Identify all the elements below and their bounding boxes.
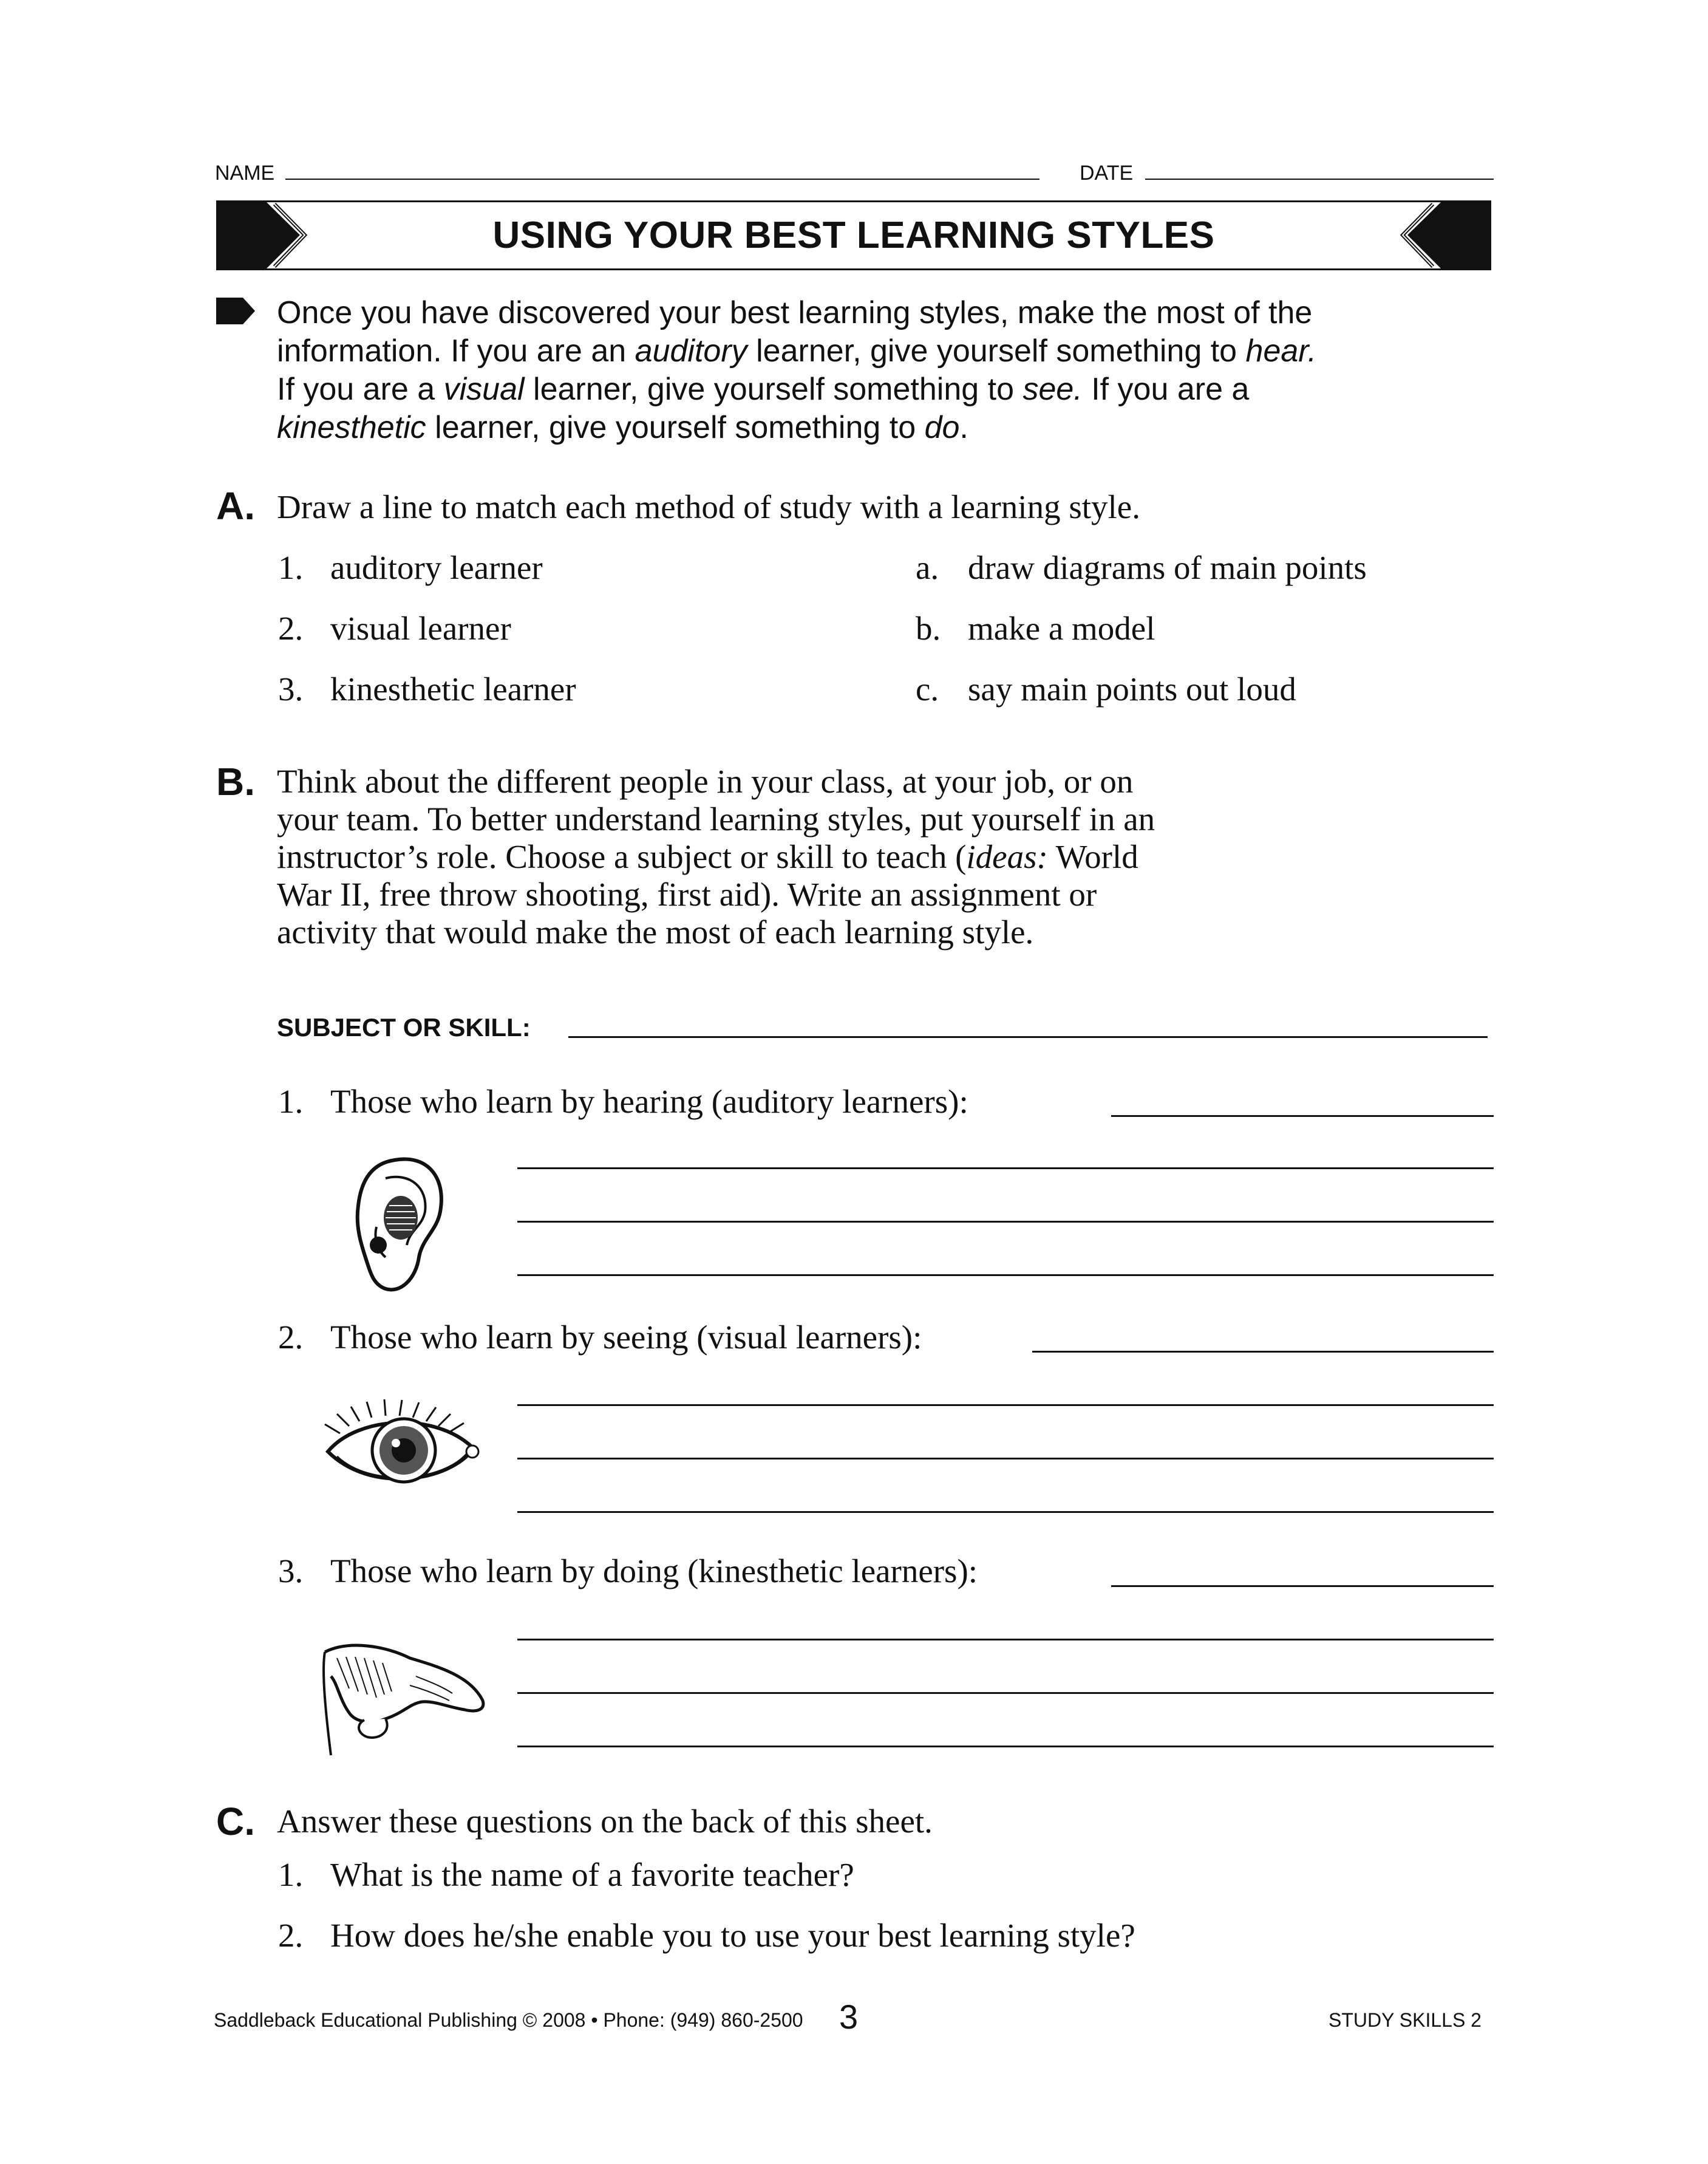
series-label: STUDY SKILLS 2 [1329, 2009, 1482, 2031]
answer-line[interactable] [1111, 1115, 1494, 1117]
intro-text: learner, give yourself something to [747, 333, 1246, 369]
intro-text: If you are a [1082, 372, 1250, 407]
page-title: USING YOUR BEST LEARNING STYLES [492, 214, 1215, 256]
answer-line[interactable] [517, 1639, 1494, 1640]
ear-icon [349, 1154, 458, 1300]
intro-text: learner, give yourself something to [426, 410, 925, 445]
prompt-num-2: 2. [278, 1319, 304, 1356]
intro-text: information. If you are an [277, 333, 635, 369]
answer-line[interactable] [517, 1274, 1494, 1276]
intro-line-3 [277, 370, 1431, 409]
title-banner [216, 200, 1491, 270]
arrow-bullet-icon [216, 298, 255, 324]
intro-emphasis: kinesthetic [277, 410, 426, 445]
intro-line-2 [277, 332, 1431, 370]
match-left-2[interactable]: visual learner [330, 610, 511, 647]
question-1: What is the name of a favorite teacher? [330, 1856, 854, 1893]
answer-line[interactable] [517, 1221, 1494, 1223]
prompt-visual: Those who learn by seeing (visual learners): [330, 1319, 922, 1356]
section-a-letter: A. [216, 484, 255, 528]
match-left-num-1: 1. [278, 549, 304, 586]
answer-line[interactable] [517, 1692, 1494, 1694]
intro-emphasis: see. [1022, 372, 1083, 407]
date-label: DATE [1080, 162, 1134, 185]
intro-emphasis: do [924, 410, 960, 445]
section-b-text: instructor’s role. Choose a subject or skill to teach ( [277, 838, 967, 875]
intro-paragraph [277, 294, 1431, 447]
answer-line[interactable] [517, 1167, 1494, 1169]
section-a-instruction: Draw a line to match each method of study with a learning style. [277, 488, 1140, 525]
prompt-kinesthetic: Those who learn by doing (kinesthetic learners): [330, 1552, 978, 1589]
section-b-line-5: activity that would make the most of each learning style. [277, 913, 1034, 951]
section-b-emphasis: ideas: [966, 838, 1048, 875]
name-field[interactable] [285, 179, 1039, 180]
prompt-num-3: 3. [278, 1552, 304, 1589]
hand-icon [313, 1634, 495, 1767]
intro-line-4 [277, 409, 1431, 447]
section-b-line-4: War II, free throw shooting, first aid). Write an assignment or [277, 876, 1097, 913]
answer-line[interactable] [517, 1511, 1494, 1513]
match-right-letter-b: b. [916, 610, 941, 647]
intro-text: If you are a [277, 372, 444, 407]
match-right-a[interactable]: draw diagrams of main points [968, 549, 1367, 586]
match-right-c[interactable]: say main points out loud [968, 671, 1296, 708]
intro-emphasis: visual [443, 372, 525, 407]
section-b-line-2: your team. To better understand learning styles, put yourself in an [277, 800, 1155, 838]
match-right-b[interactable]: make a model [968, 610, 1155, 647]
subject-field[interactable] [568, 1036, 1488, 1038]
section-b-paragraph [277, 763, 1461, 951]
section-b-text: World [1047, 838, 1138, 875]
section-b-line-3 [277, 838, 1461, 876]
question-num-2: 2. [278, 1917, 304, 1954]
intro-text: learner, give yourself something to [524, 372, 1023, 407]
question-2: How does he/she enable you to use your best learning style? [330, 1917, 1135, 1954]
section-b-letter: B. [216, 760, 255, 804]
eye-icon [316, 1397, 486, 1500]
question-num-1: 1. [278, 1856, 304, 1893]
match-right-letter-c: c. [916, 671, 939, 708]
answer-line[interactable] [1111, 1585, 1494, 1587]
publisher-credit: Saddleback Educational Publishing © 2008 • Phone: (949) 860-2500 [214, 2009, 803, 2031]
section-b-line-1: Think about the different people in your class, at your job, or on [277, 763, 1134, 800]
prompt-auditory: Those who learn by hearing (auditory learners): [330, 1083, 968, 1120]
prompt-num-1: 1. [278, 1083, 304, 1120]
intro-text: . [959, 410, 968, 445]
answer-line[interactable] [517, 1404, 1494, 1406]
section-c-letter: C. [216, 1800, 255, 1843]
answer-line[interactable] [517, 1458, 1494, 1459]
name-label: NAME [215, 162, 275, 185]
answer-line[interactable] [1032, 1351, 1494, 1353]
date-field[interactable] [1145, 179, 1494, 180]
page-number: 3 [839, 1998, 859, 2036]
match-left-num-2: 2. [278, 610, 304, 647]
intro-emphasis: hear. [1245, 333, 1317, 369]
intro-emphasis: auditory [635, 333, 747, 369]
match-right-letter-a: a. [916, 549, 939, 586]
match-left-1[interactable]: auditory learner [330, 549, 543, 586]
match-left-3[interactable]: kinesthetic learner [330, 671, 576, 708]
intro-line-1: Once you have discovered your best learning styles, make the most of the [277, 295, 1313, 330]
subject-label: SUBJECT OR SKILL: [277, 1013, 531, 1042]
section-c-instruction: Answer these questions on the back of this sheet. [277, 1803, 933, 1840]
answer-line[interactable] [517, 1746, 1494, 1747]
match-left-num-3: 3. [278, 671, 304, 708]
